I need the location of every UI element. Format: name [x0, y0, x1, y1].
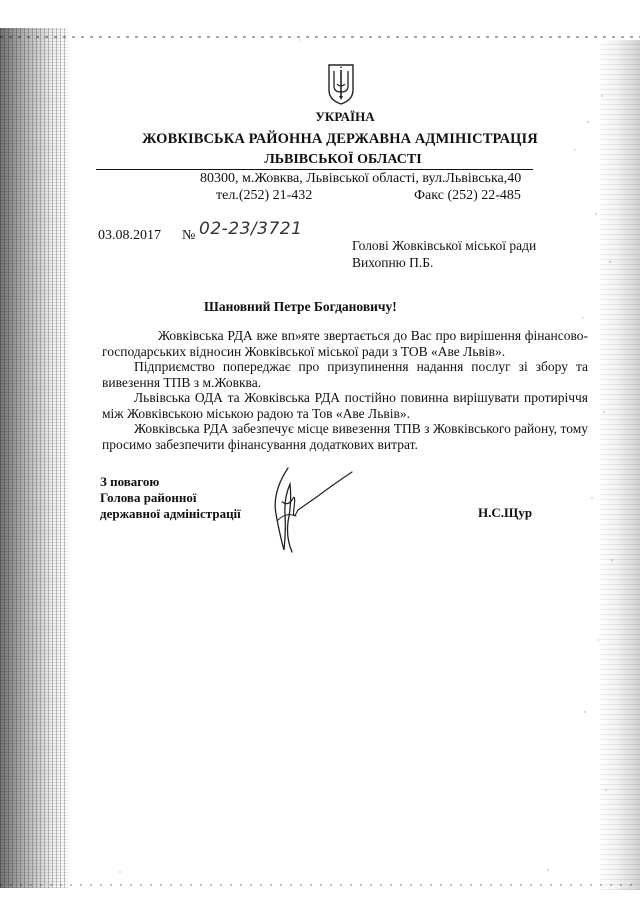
body-paragraph-2: Підприємство попереджає про призупинення надання послуг зі збору та вивезення ТПВ з м.Жовква.: [102, 359, 588, 390]
header-phone: тел.(252) 21-432: [216, 188, 313, 203]
closing-regards: З повагою: [100, 474, 160, 489]
body-paragraph-4: Жовківська РДА забезпечує місце вивезення ТПВ з Жовківського району, тому просимо забезпечити фінансування додаткових витрат.: [102, 421, 588, 452]
addressee-line-1: Голові Жовківської міської ради: [352, 238, 537, 253]
header-region: ЛЬВІВСЬКОЇ ОБЛАСТІ: [264, 152, 422, 167]
signer-name: Н.С.Щур: [478, 505, 533, 520]
closing-position-2: державної адміністрації: [100, 506, 241, 521]
closing-position-1: Голова районної: [100, 490, 197, 505]
letter-date: 03.08.2017: [98, 228, 161, 243]
header-address: 80300, м.Жовква, Львівської області, вул.Львівська,40: [200, 171, 522, 186]
header-organization: ЖОВКІВСЬКА РАЙОННА ДЕРЖАВНА АДМІНІСТРАЦІЯ: [142, 131, 538, 147]
salutation: Шановний Петре Богдановичу!: [204, 299, 397, 314]
header-fax: Факс (252) 22-485: [414, 188, 521, 203]
header-country: УКРАЇНА: [315, 109, 375, 124]
letter-number-label: №: [182, 228, 196, 243]
body-paragraph-1: Жовківська РДА вже вп»яте звертається до Вас про вирішення фінансово-господарських відносин Жовківської міської ради з ТОВ «Аве Львів».: [102, 328, 588, 359]
addressee-line-2: Вихопню П.Б.: [352, 255, 434, 270]
letter-number-handwritten: 02-23/3721: [199, 219, 303, 239]
body-paragraph-3: Львівська ОДА та Жовківська РДА постійно повинна вирішувати протиріччя між Жовківською міською радою та Тов «Аве Львів».: [102, 390, 588, 421]
